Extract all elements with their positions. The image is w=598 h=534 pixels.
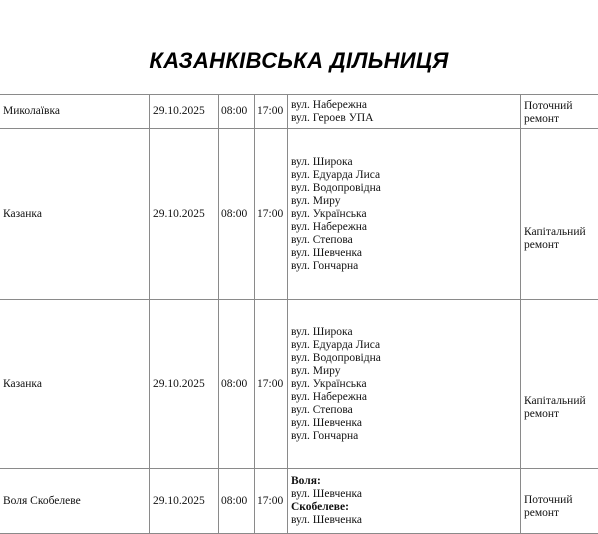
work-type-text: Капітальний ремонт (524, 395, 594, 421)
street-item: вул. Шевченка (291, 514, 517, 527)
street-item: вул. Героев УПА (291, 112, 517, 125)
work-type-text: Поточний ремонт (524, 494, 594, 520)
start-time-cell: 08:00 (219, 300, 255, 469)
street-item: вул. Українська (291, 378, 517, 391)
settlement-cell (0, 469, 150, 534)
end-time-cell: 17:00 (255, 95, 288, 129)
street-item: вул. Набережна (291, 99, 517, 112)
settlement-heading: Воля: (291, 475, 517, 488)
page-title: КАЗАНКІВСЬКА ДІЛЬНИЦЯ (0, 48, 598, 74)
work-type-cell (521, 95, 598, 129)
streets-cell (288, 469, 521, 534)
table-row (0, 95, 598, 129)
work-type-text: Капітальний ремонт (524, 226, 594, 252)
street-item: вул. Едуарда Лиса (291, 169, 517, 182)
street-item: вул. Набережна (291, 221, 517, 234)
work-type-cell (521, 129, 598, 300)
settlement-cell: Миколаївка (0, 95, 150, 129)
street-item: вул. Широка (291, 156, 517, 169)
street-item: вул. Гончарна (291, 430, 517, 443)
street-item: вул. Водопровідна (291, 182, 517, 195)
table-row (0, 469, 598, 534)
street-item: вул. Степова (291, 404, 517, 417)
work-type-cell (521, 469, 598, 534)
date-cell: 29.10.2025 (150, 300, 219, 469)
street-item: вул. Набережна (291, 391, 517, 404)
settlement-cell: Казанка (0, 300, 150, 469)
street-item: вул. Шевченка (291, 488, 517, 501)
end-time-cell: 17:00 (255, 469, 288, 534)
date-cell: 29.10.2025 (150, 95, 219, 129)
start-time-cell: 08:00 (219, 129, 255, 300)
date-cell: 29.10.2025 (150, 129, 219, 300)
settlement-name: Воля Скобелеве (3, 495, 123, 508)
table-row (0, 300, 598, 469)
street-item: вул. Українська (291, 208, 517, 221)
street-item: вул. Широка (291, 326, 517, 339)
settlement-cell: Казанка (0, 129, 150, 300)
table-row (0, 129, 598, 300)
street-item: вул. Шевченка (291, 247, 517, 260)
street-item: вул. Шевченка (291, 417, 517, 430)
streets-cell (288, 129, 521, 300)
street-item: вул. Гончарна (291, 260, 517, 273)
street-item: вул. Степова (291, 234, 517, 247)
settlement-heading: Скобелеве: (291, 501, 517, 514)
start-time-cell: 08:00 (219, 469, 255, 534)
streets-cell (288, 95, 521, 129)
work-type-text: Поточний ремонт (524, 100, 594, 126)
street-item: вул. Миру (291, 195, 517, 208)
end-time-cell: 17:00 (255, 129, 288, 300)
street-item: вул. Едуарда Лиса (291, 339, 517, 352)
date-cell: 29.10.2025 (150, 469, 219, 534)
streets-cell (288, 300, 521, 469)
work-type-cell (521, 300, 598, 469)
start-time-cell: 08:00 (219, 95, 255, 129)
outage-schedule-table (0, 94, 598, 534)
end-time-cell: 17:00 (255, 300, 288, 469)
street-item: вул. Миру (291, 365, 517, 378)
street-item: вул. Водопровідна (291, 352, 517, 365)
